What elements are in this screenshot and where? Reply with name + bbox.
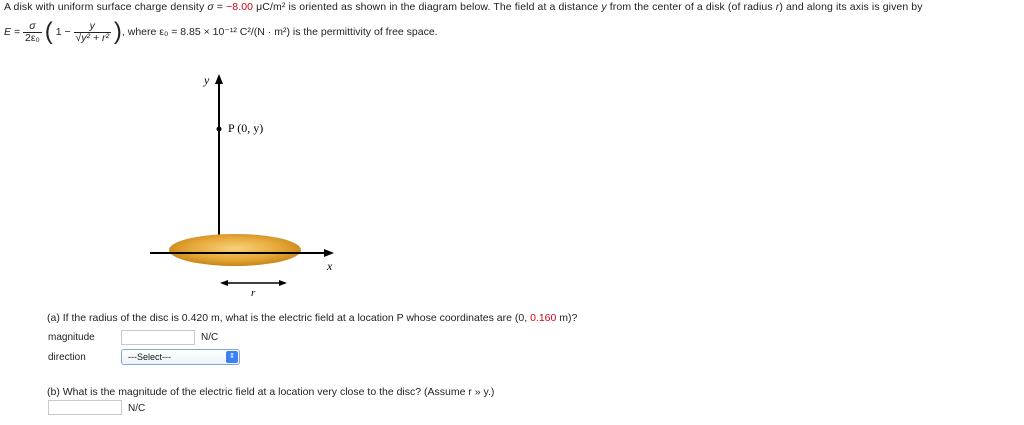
root-denominator: √y² + r² bbox=[75, 31, 109, 44]
formula-e: E = bbox=[4, 26, 23, 38]
intro-text-2: μC/m² is oriented as shown in the diagram below. The field at a distance bbox=[253, 1, 602, 13]
field-formula bbox=[4, 20, 438, 50]
y-numerator: y bbox=[74, 21, 111, 33]
magnitude-input[interactable] bbox=[121, 330, 195, 345]
fraction-denominator: 2ε₀ bbox=[24, 31, 40, 44]
part-b-question: (b) What is the magnitude of the electric field at a location very close to the disc? (Assume r » y.) bbox=[47, 386, 495, 398]
part-b-unit: N/C bbox=[128, 403, 146, 414]
x-axis-arrowhead bbox=[324, 249, 334, 257]
part-b-input[interactable] bbox=[48, 400, 122, 415]
sigma-symbol: σ bbox=[207, 1, 214, 13]
fraction-numerator: σ bbox=[23, 21, 42, 33]
y-axis-label: y bbox=[204, 73, 210, 87]
direction-selected-value: ---Select--- bbox=[128, 352, 171, 362]
select-arrows-icon: ⇕ bbox=[226, 351, 238, 363]
x-axis-label: x bbox=[327, 259, 333, 273]
part-a-text: (a) If the radius of the disc is 0.420 m, what is the electric field at a location P whose coordinates are (0, bbox=[47, 312, 531, 324]
intro-text-3: from the center of a disk (of radius bbox=[606, 1, 776, 13]
magnitude-label: magnitude bbox=[48, 332, 95, 343]
problem-statement bbox=[4, 1, 923, 13]
point-p bbox=[217, 127, 222, 132]
radius-arrowhead-left bbox=[220, 280, 228, 286]
point-p-label: P (0, y) bbox=[228, 121, 264, 135]
y-axis-arrowhead bbox=[215, 74, 223, 84]
y-variable: y bbox=[601, 1, 607, 13]
radius-arrowhead-right bbox=[279, 280, 287, 286]
left-paren: ( bbox=[44, 18, 53, 45]
intro-text: A disk with uniform surface charge density bbox=[4, 1, 205, 13]
y-fraction bbox=[74, 21, 111, 44]
formula-one-minus: 1 − bbox=[55, 26, 71, 38]
r-variable: r bbox=[775, 1, 780, 13]
charged-disk bbox=[169, 234, 301, 266]
equals-sign: = bbox=[213, 1, 227, 13]
sigma-value: −8.00 bbox=[226, 1, 254, 13]
right-paren: ) bbox=[113, 18, 122, 45]
direction-label: direction bbox=[48, 352, 86, 363]
sigma-fraction bbox=[23, 21, 42, 44]
part-a-text-end: m)? bbox=[556, 312, 578, 324]
coordinate-value: 0.160 bbox=[530, 312, 557, 324]
radius-label: r bbox=[251, 287, 256, 299]
magnitude-unit: N/C bbox=[201, 332, 219, 343]
direction-select[interactable] bbox=[121, 349, 240, 365]
part-a-question bbox=[47, 312, 577, 324]
formula-tail: , where ε₀ = 8.85 × 10⁻¹² C²/(N · m²) is the permittivity of free space. bbox=[121, 26, 438, 38]
disk-diagram bbox=[150, 70, 350, 300]
intro-text-4: ) and along its axis is given by bbox=[779, 1, 923, 13]
